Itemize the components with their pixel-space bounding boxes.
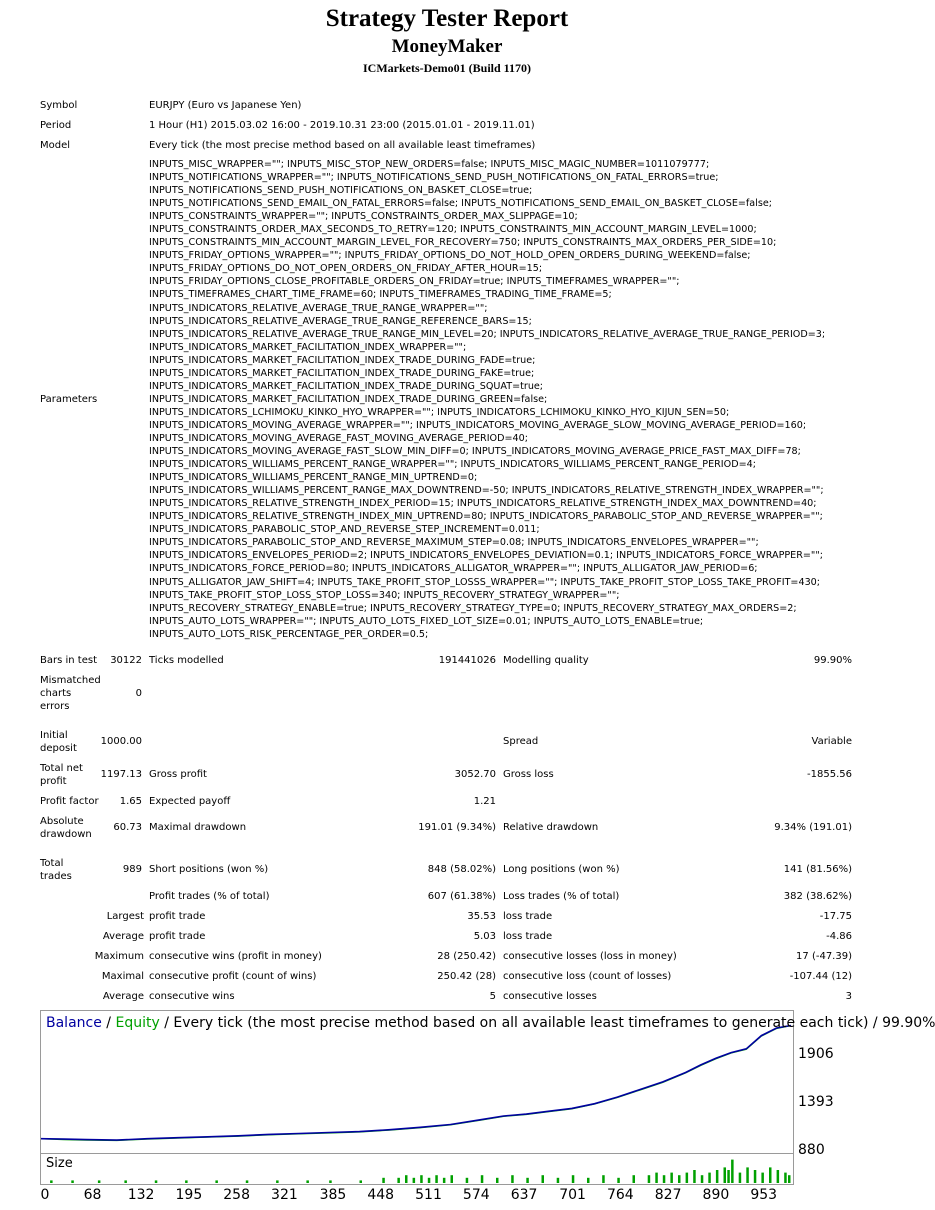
- y-tick-label: 1906: [798, 1046, 834, 1062]
- parameter-line: INPUTS_INDICATORS_WILLIAMS_PERCENT_RANGE_MIN_UPTREND=0;: [149, 472, 478, 484]
- x-tick-label: 827: [654, 1187, 682, 1203]
- model-label: Model: [40, 140, 71, 151]
- x-tick-label: 701: [559, 1187, 586, 1203]
- parameter-line: INPUTS_INDICATORS_FORCE_PERIOD=80; INPUTS_INDICATORS_ALLIGATOR_WRAPPER=""; INPUTS_ALLIGATOR_JAW_PERIOD=6;: [149, 563, 758, 575]
- server-build: ICMarkets-Demo01 (Build 1170): [363, 61, 531, 75]
- max-consecutive-losses-label: consecutive losses (loss in money): [503, 951, 677, 962]
- largest-loss-trade-label: loss trade: [503, 911, 553, 922]
- long-positions-label: Long positions (won %): [503, 864, 620, 875]
- legend-separator: /: [101, 1015, 116, 1031]
- short-positions-value: 848 (58.02%): [427, 864, 496, 875]
- loss-trades-value: 382 (38.62%): [783, 891, 852, 902]
- x-tick-label: 321: [271, 1187, 298, 1203]
- max-consecutive-wins-label: consecutive wins (profit in money): [149, 951, 322, 962]
- parameter-line: INPUTS_INDICATORS_RELATIVE_STRENGTH_INDEX_PERIOD=15; INPUTS_INDICATORS_RELATIVE_STRENGTH_INDEX_MAX_DOWNTREND=40;: [149, 498, 817, 510]
- maximal-drawdown-label: Maximal drawdown: [149, 822, 247, 833]
- average-consecutive-losses-label: consecutive losses: [503, 991, 597, 1002]
- long-positions-value: 141 (81.56%): [783, 864, 852, 875]
- largest-label: Largest: [106, 911, 144, 922]
- parameter-line: INPUTS_INDICATORS_MARKET_FACILITATION_INDEX_TRADE_DURING_FAKE=true;: [149, 367, 535, 379]
- maximal-label: Maximal: [101, 971, 144, 982]
- x-tick-label: 574: [462, 1187, 490, 1203]
- legend-description: / Every tick (the most precise method based on all available least timeframes to generate each tick) / 99.90%: [159, 1015, 935, 1031]
- parameter-line: INPUTS_INDICATORS_WILLIAMS_PERCENT_RANGE_WRAPPER=""; INPUTS_INDICATORS_WILLIAMS_PERCENT_RANGE_PERIOD=4;: [149, 459, 756, 471]
- parameter-line: INPUTS_INDICATORS_MOVING_AVERAGE_FAST_SLOW_MIN_DIFF=0; INPUTS_INDICATORS_MOVING_AVERAGE_PRICE_FAST_MAX_DIFF=78;: [149, 446, 801, 458]
- total-net-profit-value: 1197.13: [100, 769, 142, 780]
- parameter-line: INPUTS_CONSTRAINTS_MIN_ACCOUNT_MARGIN_LEVEL_FOR_RECOVERY=750; INPUTS_CONSTRAINTS_MAX_ORDERS_PER_SIDE=10;: [149, 237, 777, 249]
- parameter-line: INPUTS_AUTO_LOTS_WRAPPER=""; INPUTS_AUTO_LOTS_FIXED_LOT_SIZE=0.01; INPUTS_AUTO_LOTS_ENABLE=true;: [149, 615, 704, 627]
- largest-loss-trade-value: -17.75: [819, 911, 852, 922]
- maximal-consecutive-loss-label: consecutive loss (count of losses): [503, 971, 672, 982]
- gross-profit-label: Gross profit: [149, 769, 207, 780]
- parameter-line: INPUTS_INDICATORS_MARKET_FACILITATION_INDEX_TRADE_DURING_GREEN=false;: [149, 393, 548, 405]
- parameter-line: INPUTS_INDICATORS_RELATIVE_AVERAGE_TRUE_RANGE_MIN_LEVEL=20; INPUTS_INDICATORS_RELATIVE_AVERAGE_TRUE_RANGE_PERIOD=3;: [149, 328, 826, 340]
- average-loss-trade-label: loss trade: [503, 931, 553, 942]
- parameter-line: INPUTS_FRIDAY_OPTIONS_CLOSE_PROFITABLE_ORDERS_ON_FRIDAY=true; INPUTS_TIMEFRAMES_WRAPPER="";: [149, 276, 680, 288]
- parameter-line: INPUTS_FRIDAY_OPTIONS_WRAPPER=""; INPUTS_FRIDAY_OPTIONS_DO_NOT_HOLD_OPEN_ORDERS_DURING_WEEKEND=false;: [149, 250, 751, 262]
- average-label: Average: [102, 931, 144, 942]
- average2-label: Average: [102, 991, 144, 1002]
- profit-trades-value: 607 (61.38%): [427, 891, 496, 902]
- parameter-line: INPUTS_INDICATORS_PARABOLIC_STOP_AND_REVERSE_MAXIMUM_STEP=0.08; INPUTS_INDICATORS_ENVELOPES_WRAPPER="";: [149, 537, 759, 549]
- profit-factor-label: Profit factor: [40, 796, 99, 807]
- legend-equity: Equity: [115, 1015, 160, 1031]
- parameter-line: INPUTS_INDICATORS_LCHIMOKU_KINKO_HYO_WRAPPER=""; INPUTS_INDICATORS_LCHIMOKU_KINKO_HYO_KIJUN_SEN=50;: [149, 406, 730, 418]
- ticks-modelled-value: 191441026: [438, 655, 496, 666]
- maximum-label: Maximum: [94, 951, 144, 962]
- parameter-line: INPUTS_NOTIFICATIONS_SEND_PUSH_NOTIFICATIONS_ON_BASKET_CLOSE=true;: [149, 185, 533, 197]
- parameter-line: INPUTS_INDICATORS_MARKET_FACILITATION_INDEX_TRADE_DURING_SQUAT=true;: [149, 380, 544, 392]
- max-consecutive-losses-value: 17 (-47.39): [796, 951, 852, 962]
- spread-label: Spread: [503, 736, 539, 747]
- relative-drawdown-label: Relative drawdown: [503, 822, 599, 833]
- parameters-label: Parameters: [40, 394, 98, 405]
- total-trades-label: Total trades: [40, 858, 72, 882]
- ticks-modelled-label: Ticks modelled: [149, 655, 224, 666]
- x-tick-label: 68: [83, 1187, 102, 1203]
- x-tick-label: 385: [319, 1187, 347, 1203]
- total-net-profit-label: Total net profit: [40, 763, 83, 787]
- parameter-line: INPUTS_RECOVERY_STRATEGY_ENABLE=true; INPUTS_RECOVERY_STRATEGY_TYPE=0; INPUTS_RECOVERY_STRATEGY_MAX_ORDERS=2;: [149, 602, 797, 614]
- bars-in-test-value: 30122: [110, 655, 142, 666]
- maximal-consecutive-profit-label: consecutive profit (count of wins): [149, 971, 317, 982]
- y-tick-label: 880: [798, 1142, 825, 1158]
- x-tick-label: 953: [750, 1187, 778, 1203]
- y-tick-label: 1393: [798, 1094, 834, 1110]
- total-trades-value: 989: [122, 864, 142, 875]
- average-consecutive-wins-value: 5: [489, 991, 496, 1002]
- spread-value: Variable: [811, 736, 852, 747]
- parameter-line: INPUTS_INDICATORS_MARKET_FACILITATION_INDEX_WRAPPER="";: [149, 341, 467, 353]
- average-profit-trade-value: 5.03: [473, 931, 496, 942]
- parameter-line: INPUTS_MISC_WRAPPER=""; INPUTS_MISC_STOP_NEW_ORDERS=false; INPUTS_MISC_MAGIC_NUMBER=1011079777;: [149, 159, 710, 170]
- x-tick-label: 258: [223, 1187, 251, 1203]
- absolute-drawdown-label: Absolute drawdown: [40, 816, 92, 840]
- parameters-list: [149, 158, 869, 641]
- average-profit-trade-label: profit trade: [149, 931, 206, 942]
- x-tick-label: 890: [702, 1187, 730, 1203]
- x-tick-label: 511: [415, 1187, 442, 1203]
- relative-drawdown-value: 9.34% (191.01): [774, 822, 852, 833]
- largest-profit-trade-value: 35.53: [467, 911, 496, 922]
- loss-trades-label: Loss trades (% of total): [503, 891, 620, 902]
- x-tick-label: 0: [40, 1187, 50, 1203]
- largest-profit-trade-label: profit trade: [149, 911, 206, 922]
- average-consecutive-wins-label: consecutive wins: [149, 991, 235, 1002]
- parameter-line: INPUTS_NOTIFICATIONS_WRAPPER=""; INPUTS_NOTIFICATIONS_SEND_PUSH_NOTIFICATIONS_ON_FATAL_ERRORS=true;: [149, 172, 719, 184]
- profit-trades-label: Profit trades (% of total): [149, 891, 270, 902]
- average-loss-trade-value: -4.86: [826, 931, 852, 942]
- parameter-line: INPUTS_FRIDAY_OPTIONS_DO_NOT_OPEN_ORDERS_ON_FRIDAY_AFTER_HOUR=15;: [149, 263, 543, 275]
- gross-loss-label: Gross loss: [503, 769, 554, 780]
- modelling-quality-label: Modelling quality: [503, 655, 589, 666]
- symbol-value: EURJPY (Euro vs Japanese Yen): [149, 100, 302, 111]
- parameter-line: INPUTS_INDICATORS_WILLIAMS_PERCENT_RANGE_MAX_DOWNTREND=-50; INPUTS_INDICATORS_RELATIVE_STRENGTH_INDEX_WRAPPER="";: [149, 485, 824, 497]
- initial-deposit-value: 1000.00: [100, 736, 142, 747]
- model-value: Every tick (the most precise method based on all available least timeframes): [149, 140, 536, 151]
- parameter-line: INPUTS_NOTIFICATIONS_SEND_EMAIL_ON_FATAL_ERRORS=false; INPUTS_NOTIFICATIONS_SEND_EMAIL_ON_BASKET_CLOSE=false;: [149, 198, 772, 210]
- period-label: Period: [40, 120, 72, 131]
- parameter-line: INPUTS_INDICATORS_MOVING_AVERAGE_FAST_MOVING_AVERAGE_PERIOD=40;: [149, 432, 528, 444]
- size-chart-panel: [40, 1153, 794, 1185]
- parameter-line: INPUTS_TIMEFRAMES_CHART_TIME_FRAME=60; INPUTS_TIMEFRAMES_TRADING_TIME_FRAME=5;: [149, 289, 612, 301]
- chart-legend: [46, 1014, 935, 1032]
- expected-payoff-label: Expected payoff: [149, 796, 231, 807]
- report-title: Strategy Tester Report: [325, 5, 569, 32]
- parameter-line: INPUTS_CONSTRAINTS_ORDER_MAX_SECONDS_TO_RETRY=120; INPUTS_CONSTRAINTS_MIN_ACCOUNT_MARGIN_LEVEL=1000;: [149, 224, 757, 236]
- expected-payoff-value: 1.21: [473, 796, 496, 807]
- parameter-line: INPUTS_INDICATORS_RELATIVE_STRENGTH_INDEX_MIN_UPTREND=80; INPUTS_INDICATORS_PARABOLIC_STOP_AND_REVERSE_WRAPPER="";: [149, 511, 823, 523]
- average-consecutive-losses-value: 3: [845, 991, 852, 1002]
- parameter-line: INPUTS_INDICATORS_MARKET_FACILITATION_INDEX_TRADE_DURING_FADE=true;: [149, 354, 536, 366]
- x-tick-label: 195: [175, 1187, 203, 1203]
- initial-deposit-label: Initial deposit: [40, 730, 77, 754]
- mismatched-errors-label: Mismatched charts errors: [40, 675, 101, 712]
- parameter-line: INPUTS_AUTO_LOTS_RISK_PERCENTAGE_PER_ORDER=0.5;: [149, 628, 429, 640]
- parameter-line: INPUTS_ALLIGATOR_JAW_SHIFT=4; INPUTS_TAKE_PROFIT_STOP_LOSSS_WRAPPER=""; INPUTS_TAKE_PROFIT_STOP_LOSS_TAKE_PROFIT=430;: [149, 576, 821, 588]
- x-tick-label: 637: [510, 1187, 538, 1203]
- gross-profit-value: 3052.70: [454, 769, 496, 780]
- parameter-line: INPUTS_TAKE_PROFIT_STOP_LOSS_STOP_LOSS=340; INPUTS_RECOVERY_STRATEGY_WRAPPER="";: [149, 589, 620, 601]
- x-tick-label: 448: [367, 1187, 395, 1203]
- parameter-line: INPUTS_INDICATORS_RELATIVE_AVERAGE_TRUE_RANGE_WRAPPER="";: [149, 302, 488, 314]
- modelling-quality-value: 99.90%: [813, 655, 852, 666]
- period-value: 1 Hour (H1) 2015.03.02 16:00 - 2019.10.31 23:00 (2015.01.01 - 2019.11.01): [149, 120, 535, 131]
- maximal-consecutive-profit-value: 250.42 (28): [437, 971, 496, 982]
- parameter-line: INPUTS_INDICATORS_PARABOLIC_STOP_AND_REVERSE_STEP_INCREMENT=0.011;: [149, 524, 540, 536]
- symbol-label: Symbol: [40, 100, 78, 111]
- max-consecutive-wins-value: 28 (250.42): [437, 951, 496, 962]
- size-label: Size: [46, 1156, 73, 1171]
- maximal-drawdown-value: 191.01 (9.34%): [418, 822, 496, 833]
- x-tick-label: 132: [127, 1187, 155, 1203]
- parameter-line: INPUTS_INDICATORS_RELATIVE_AVERAGE_TRUE_RANGE_REFERENCE_BARS=15;: [149, 315, 532, 327]
- legend-balance: Balance: [46, 1015, 102, 1031]
- short-positions-label: Short positions (won %): [149, 864, 269, 875]
- gross-loss-value: -1855.56: [807, 769, 852, 780]
- expert-name: MoneyMaker: [391, 36, 503, 57]
- parameter-line: INPUTS_INDICATORS_ENVELOPES_PERIOD=2; INPUTS_INDICATORS_ENVELOPES_DEVIATION=0.1; INPUTS_INDICATORS_FORCE_WRAPPER="";: [149, 550, 823, 562]
- absolute-drawdown-value: 60.73: [113, 822, 142, 833]
- parameter-line: INPUTS_INDICATORS_MOVING_AVERAGE_WRAPPER=""; INPUTS_INDICATORS_MOVING_AVERAGE_SLOW_MOVING_AVERAGE_PERIOD=160;: [149, 419, 807, 431]
- maximal-consecutive-loss-value: -107.44 (12): [789, 971, 852, 982]
- x-tick-label: 764: [606, 1187, 634, 1203]
- mismatched-errors-value: 0: [135, 688, 142, 699]
- bars-in-test-label: Bars in test: [40, 655, 97, 666]
- profit-factor-value: 1.65: [119, 796, 142, 807]
- parameter-line: INPUTS_CONSTRAINTS_WRAPPER=""; INPUTS_CONSTRAINTS_ORDER_MAX_SLIPPAGE=10;: [149, 211, 578, 223]
